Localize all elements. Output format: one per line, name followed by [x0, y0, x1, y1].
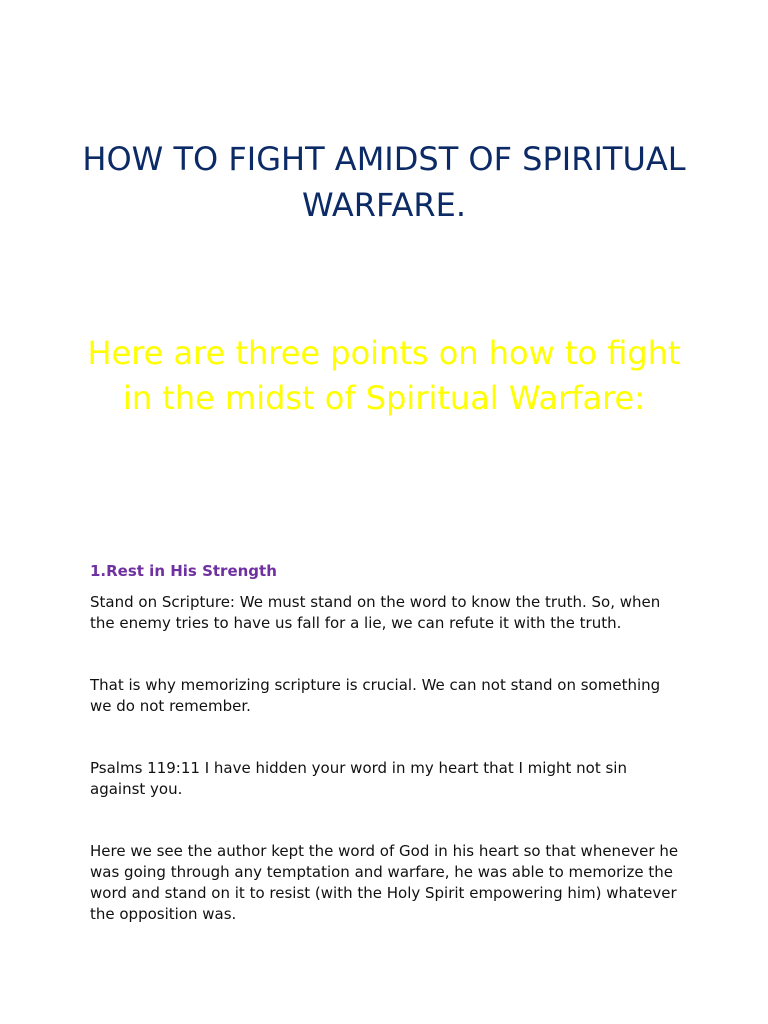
paragraph: Stand on Scripture: We must stand on the word to know the truth. So, when the enemy tries to have us fall for a lie, we can refute it with the truth.	[90, 593, 661, 632]
document-subtitle: Here are three points on how to fight in the midst of Spiritual Warfare:	[87, 334, 681, 417]
paragraph: Here we see the author kept the word of God in his heart so that whenever he was going through any temptation and warfare, he was able to memorize the word and stand on it to resist (with the Holy Spirit empowering him) whatever the opposition was.	[90, 842, 679, 923]
paragraph: That is why memorizing scripture is crucial. We can not stand on something we do not remember.	[90, 676, 661, 715]
document-title: HOW TO FIGHT AMIDST OF SPIRITUAL WARFARE.	[82, 140, 686, 224]
paragraph: Psalms 119:11 I have hidden your word in my heart that I might not sin against you.	[90, 759, 627, 798]
section-heading: 1.Rest in His Strength	[90, 562, 277, 580]
